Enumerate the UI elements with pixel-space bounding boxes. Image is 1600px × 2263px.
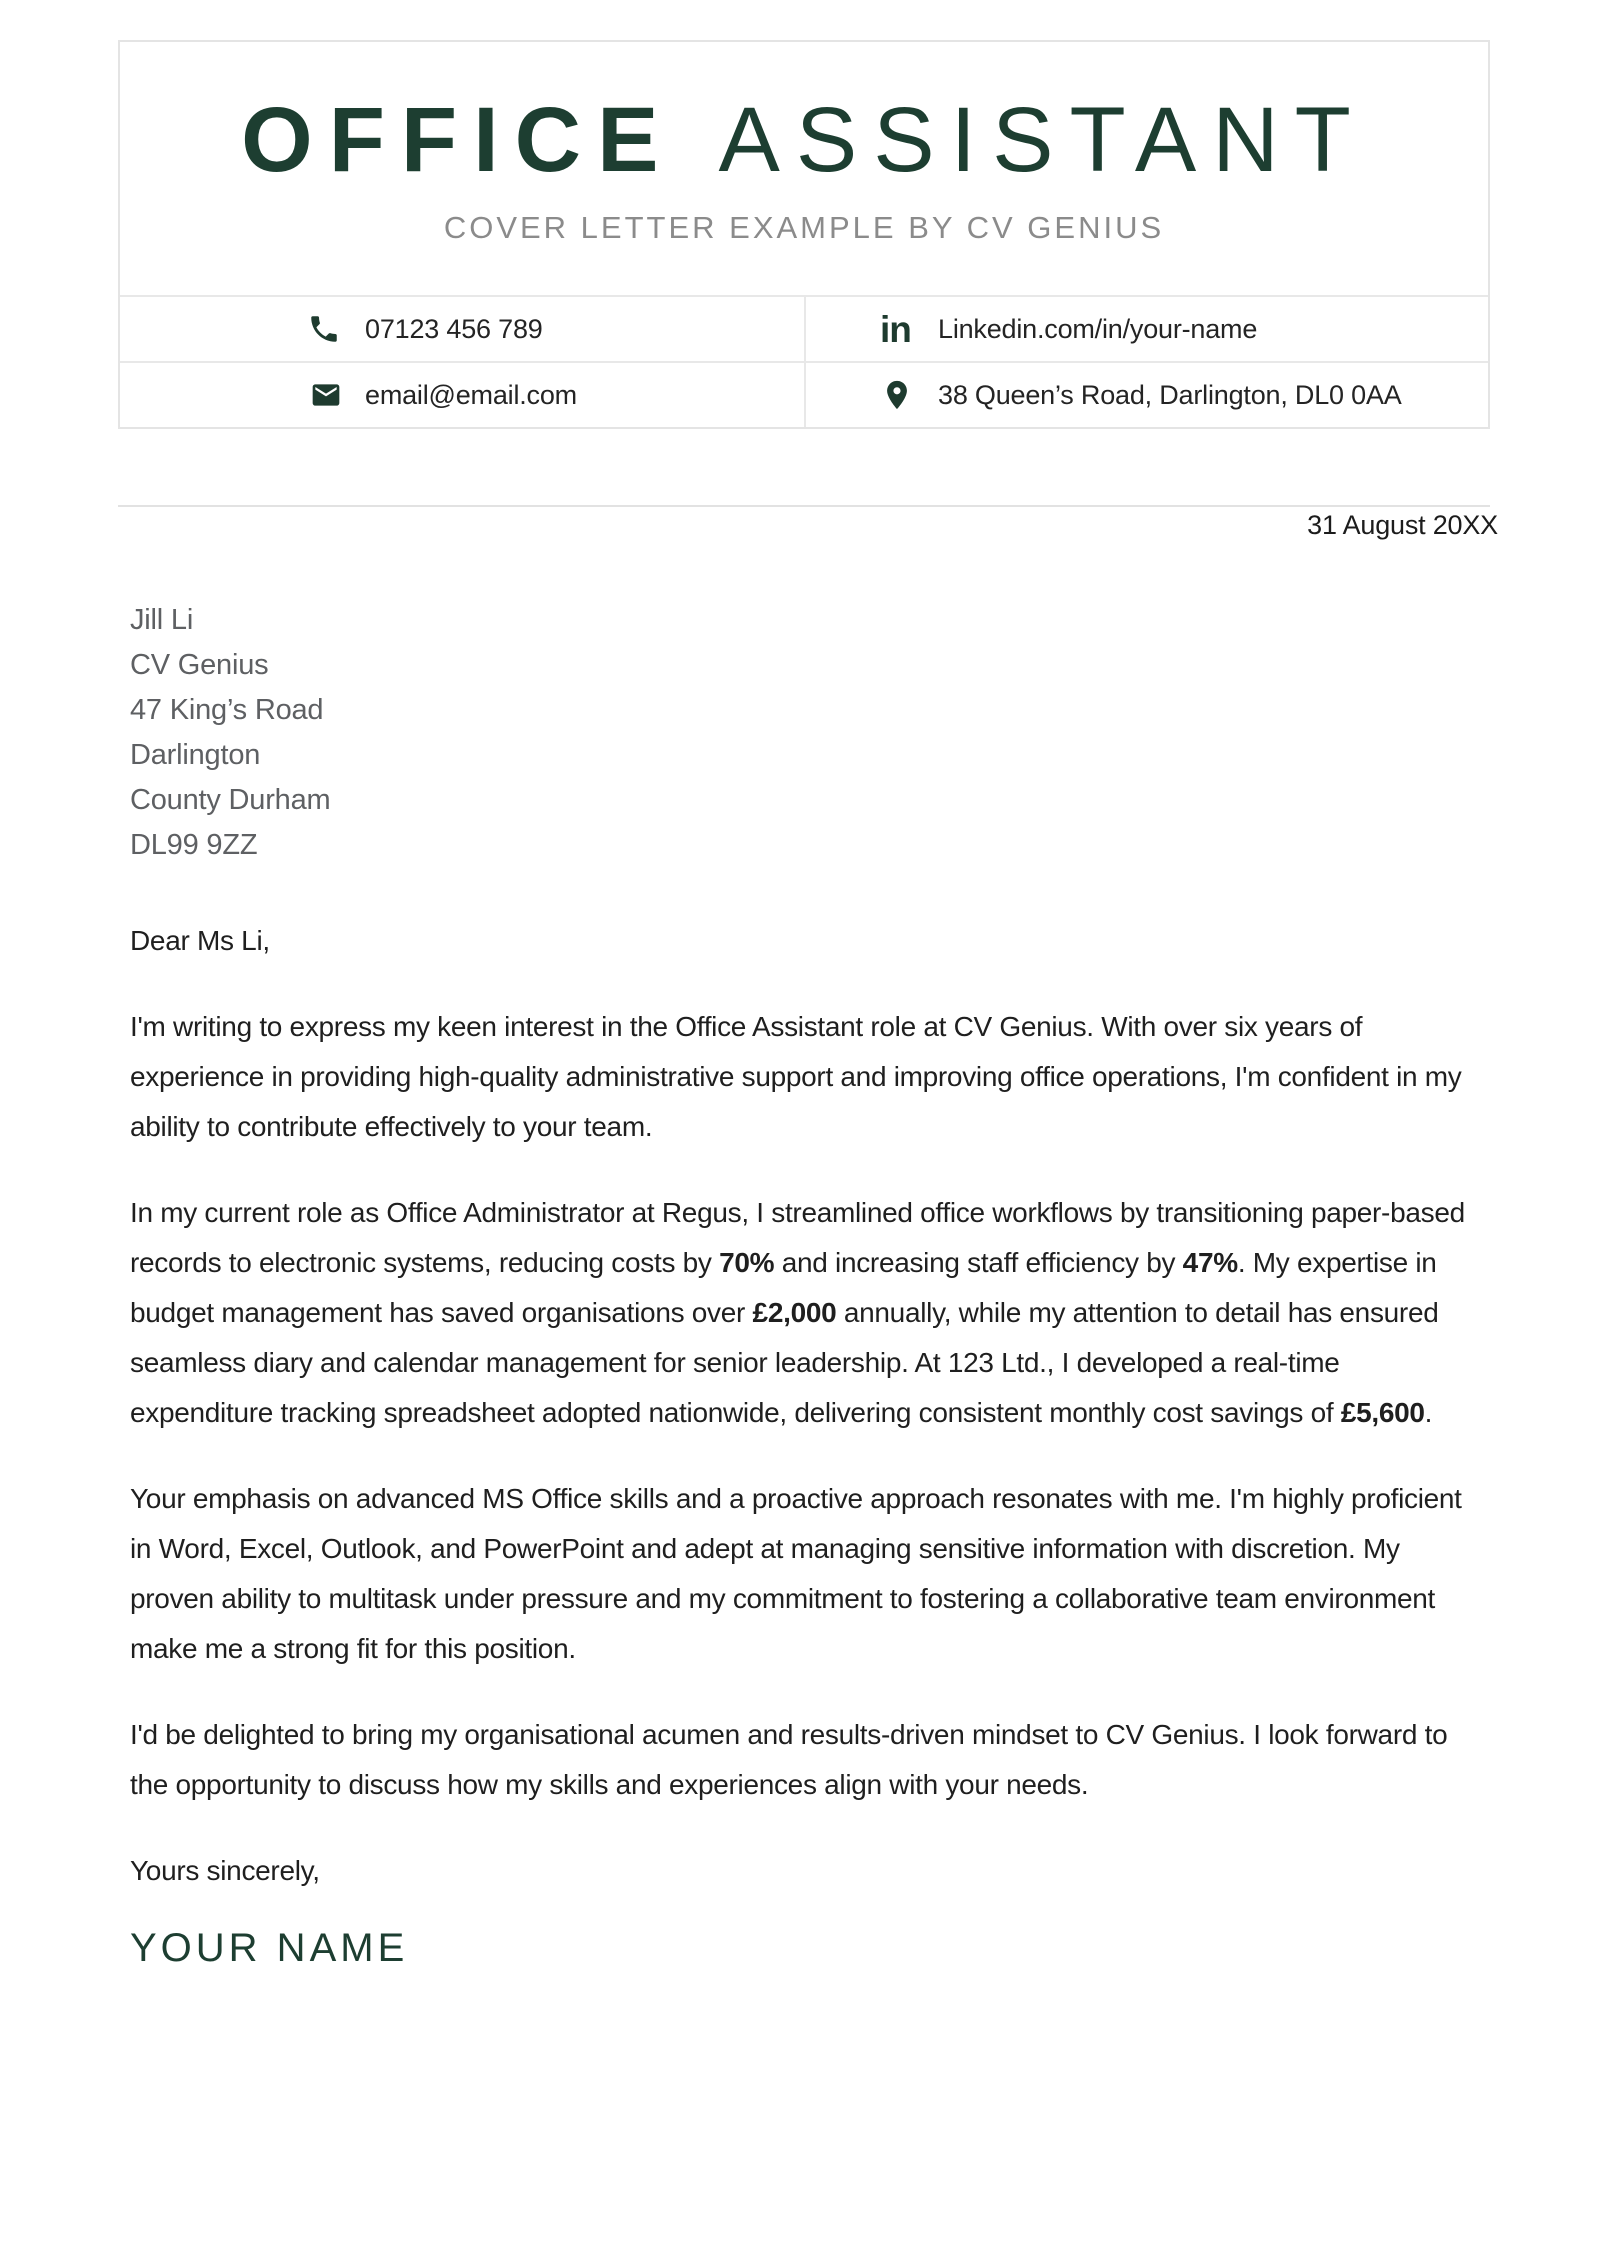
letter-paragraph: I'd be delighted to bring my organisational acumen and results-driven mindset to CV Genius. I look forward to the opportunity to discuss how my skills and experiences align with your needs. [130, 1719, 1448, 1800]
salutation: Dear Ms Li, [130, 925, 270, 956]
recipient-line: CV Genius [130, 649, 269, 681]
contact-address-item [804, 363, 1488, 427]
recipient-line: 47 King’s Road [130, 694, 324, 726]
contact-email-value: email@email.com [365, 379, 577, 410]
page-title [241, 89, 1367, 191]
letter-body [130, 916, 1476, 1972]
letter-paragraphs [130, 1002, 1476, 1810]
contact-row-1 [120, 297, 1488, 361]
letter-paragraph: I'm writing to express my keen interest in the Office Assistant role at CV Genius. With over six years of experience in providing high-quality administrative support and improving office operations, I'm confident in my ability to contribute effectively to your team. [130, 1011, 1462, 1142]
page-subtitle: COVER LETTER EXAMPLE BY CV GENIUS [443, 210, 1165, 245]
recipient-line: Jill Li [130, 604, 194, 636]
header-title-area [120, 42, 1488, 295]
signature-name: YOUR NAME [130, 1926, 409, 1970]
location-pin-icon [880, 374, 920, 416]
closing: Yours sincerely, [130, 1855, 320, 1886]
contact-address-value: 38 Queen’s Road, Darlington, DL0 0AA [938, 379, 1402, 410]
contact-linkedin-value: Linkedin.com/in/your-name [938, 313, 1258, 344]
contact-grid [120, 295, 1488, 427]
letter-paragraph: Your emphasis on advanced MS Office skills and a proactive approach resonates with me. I'm highly proficient in Word, Excel, Outlook, and PowerPoint and adept at managing sensitive information with discretion. My proven ability to multitask under pressure and my commitment to fostering a collaborative team environment make me a strong fit for this position. [130, 1483, 1462, 1664]
contact-phone-value: 07123 456 789 [365, 313, 543, 344]
title-primary: OFFICE [241, 89, 675, 191]
recipient-address-block [130, 598, 331, 868]
contact-email-item [120, 363, 804, 427]
letter-paragraph: In my current role as Office Administrator at Regus, I streamlined office workflows by transitioning paper-based records to electronic systems, reducing costs by 70% and increasing staff efficiency by 47%. My expertise in budget management has saved organisations over £2,000 annually, while my attention to detail has ensured seamless diary and calendar management for senior leadership. At 123 Ltd., I developed a real-time expenditure tracking spreadsheet adopted nationwide, delivering consistent monthly cost savings of £5,600. [130, 1197, 1465, 1428]
contact-linkedin-item [804, 297, 1488, 361]
recipient-line: County Durham [130, 784, 331, 816]
recipient-line: DL99 9ZZ [130, 829, 258, 861]
envelope-icon [307, 374, 347, 416]
phone-icon [307, 308, 347, 350]
recipient-line: Darlington [130, 739, 261, 771]
contact-phone-item [120, 297, 804, 361]
linkedin-icon: in [880, 308, 911, 350]
contact-row-2 [120, 361, 1488, 427]
header-card [118, 40, 1490, 429]
title-secondary: ASSISTANT [718, 89, 1367, 191]
letter-date: 31 August 20XX [1307, 510, 1498, 540]
header-divider [118, 505, 1490, 507]
